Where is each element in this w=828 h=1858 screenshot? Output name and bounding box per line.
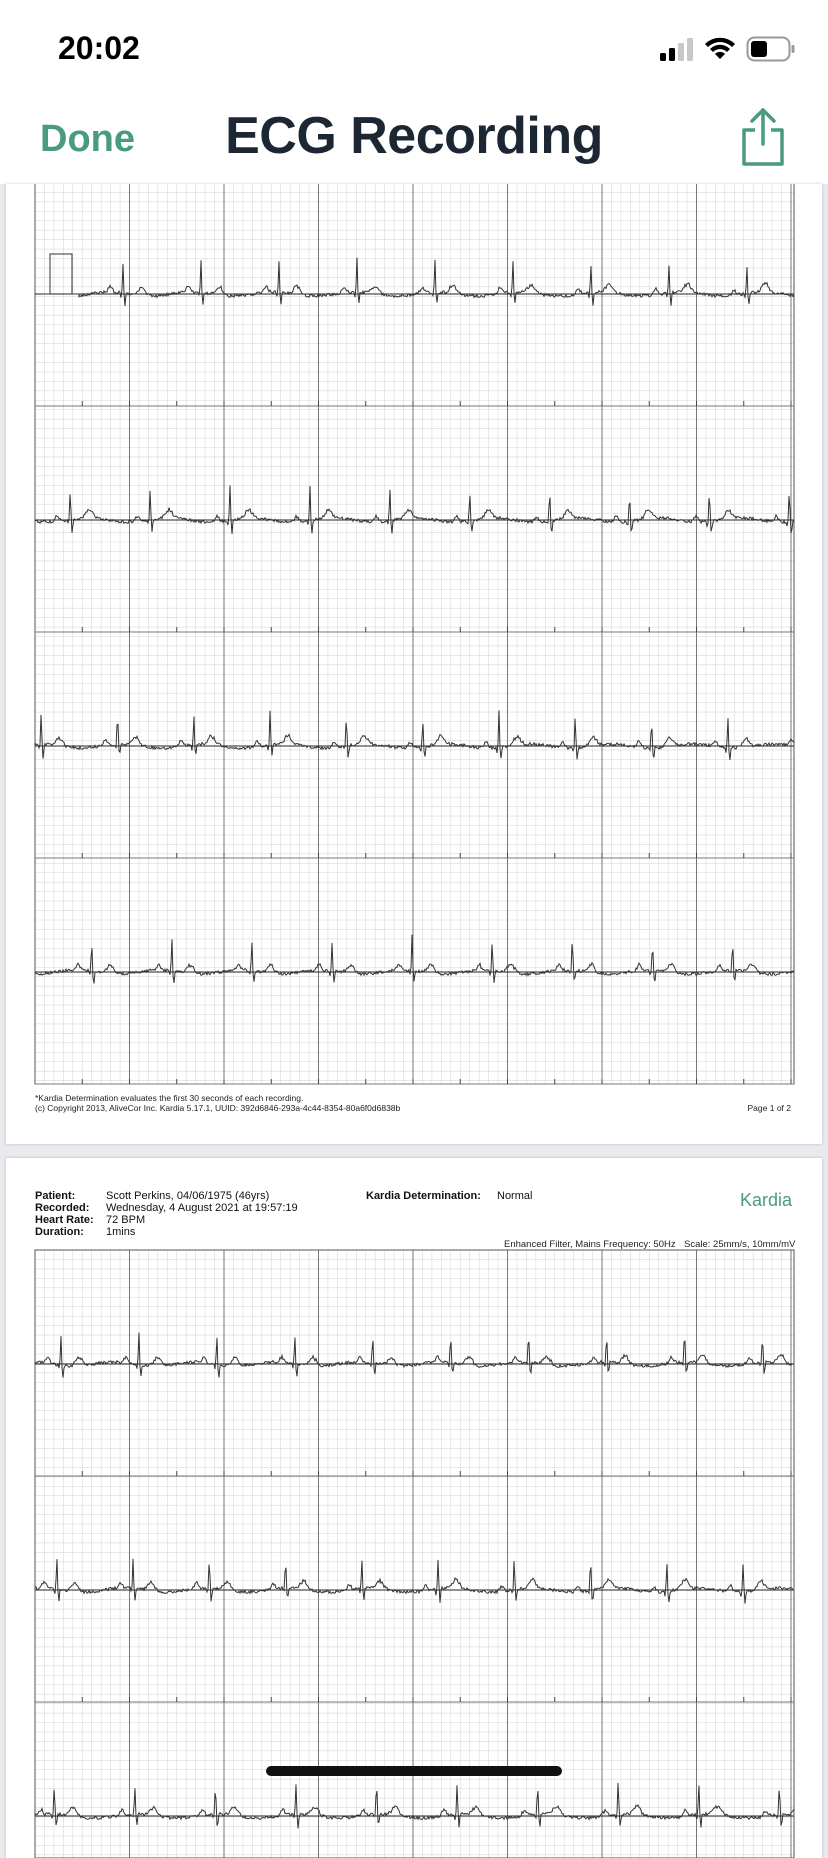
page-title: ECG Recording [225,107,603,165]
recorded-label: Recorded: [35,1202,90,1214]
recorded-value: Wednesday, 4 August 2021 at 19:57:19 [106,1202,298,1214]
duration-value: 1mins [106,1226,136,1238]
ecg-lead [35,711,794,760]
status-bar [0,0,828,100]
done-button[interactable]: Done [40,118,135,160]
kardia-logo: Kardia [739,1190,792,1210]
signal-icon [658,37,694,61]
wifi-icon [704,37,736,61]
heart-rate-value: 72 BPM [106,1214,146,1226]
determination-label: Kardia Determination: [366,1190,481,1202]
ecg-time-ticks [82,1079,791,1084]
ecg-time-ticks [82,401,791,406]
status-time: 20:02 [58,30,140,66]
ecg-lead [35,1559,794,1604]
ecg-lead [35,254,794,306]
ecg-lead [35,1333,794,1378]
status-icons [658,36,796,62]
patient-value: Scott Perkins, 04/06/1975 (46yrs) [106,1190,270,1202]
ecg-lead [35,486,794,534]
ecg-time-ticks [82,1471,791,1476]
ecg-strip-chart-2 [6,1158,822,1858]
heart-rate-label: Heart Rate: [35,1214,94,1226]
ecg-time-ticks [82,627,791,632]
navigation-bar [0,100,828,184]
copyright: (c) Copyright 2013, AliveCor Inc. Kardia 5.17.1, UUID: 392d6846-293a-4c44-8354-80a6f0d6838b [35,1103,401,1113]
ecg-grid [35,184,794,1084]
ecg-lead [35,935,794,984]
filter-info: Enhanced Filter, Mains Frequency: 50Hz [504,1239,676,1250]
home-indicator[interactable] [266,1766,562,1776]
report-page-2 [6,1158,822,1858]
duration-label: Duration: [35,1226,84,1238]
patient-label: Patient: [35,1190,76,1202]
share-icon[interactable] [738,106,788,168]
report-page-1 [6,184,822,1144]
determination-value: Normal [497,1190,533,1202]
footnote: *Kardia Determination evaluates the first 30 seconds of each recording. [35,1093,304,1103]
battery-icon [746,36,796,62]
scale-info: Scale: 25mm/s, 10mm/mV [684,1239,796,1250]
ecg-lead [35,1783,794,1828]
ecg-time-ticks [82,1697,791,1702]
page-number: Page 1 of 2 [747,1103,791,1113]
ecg-strip-chart [6,184,822,1144]
